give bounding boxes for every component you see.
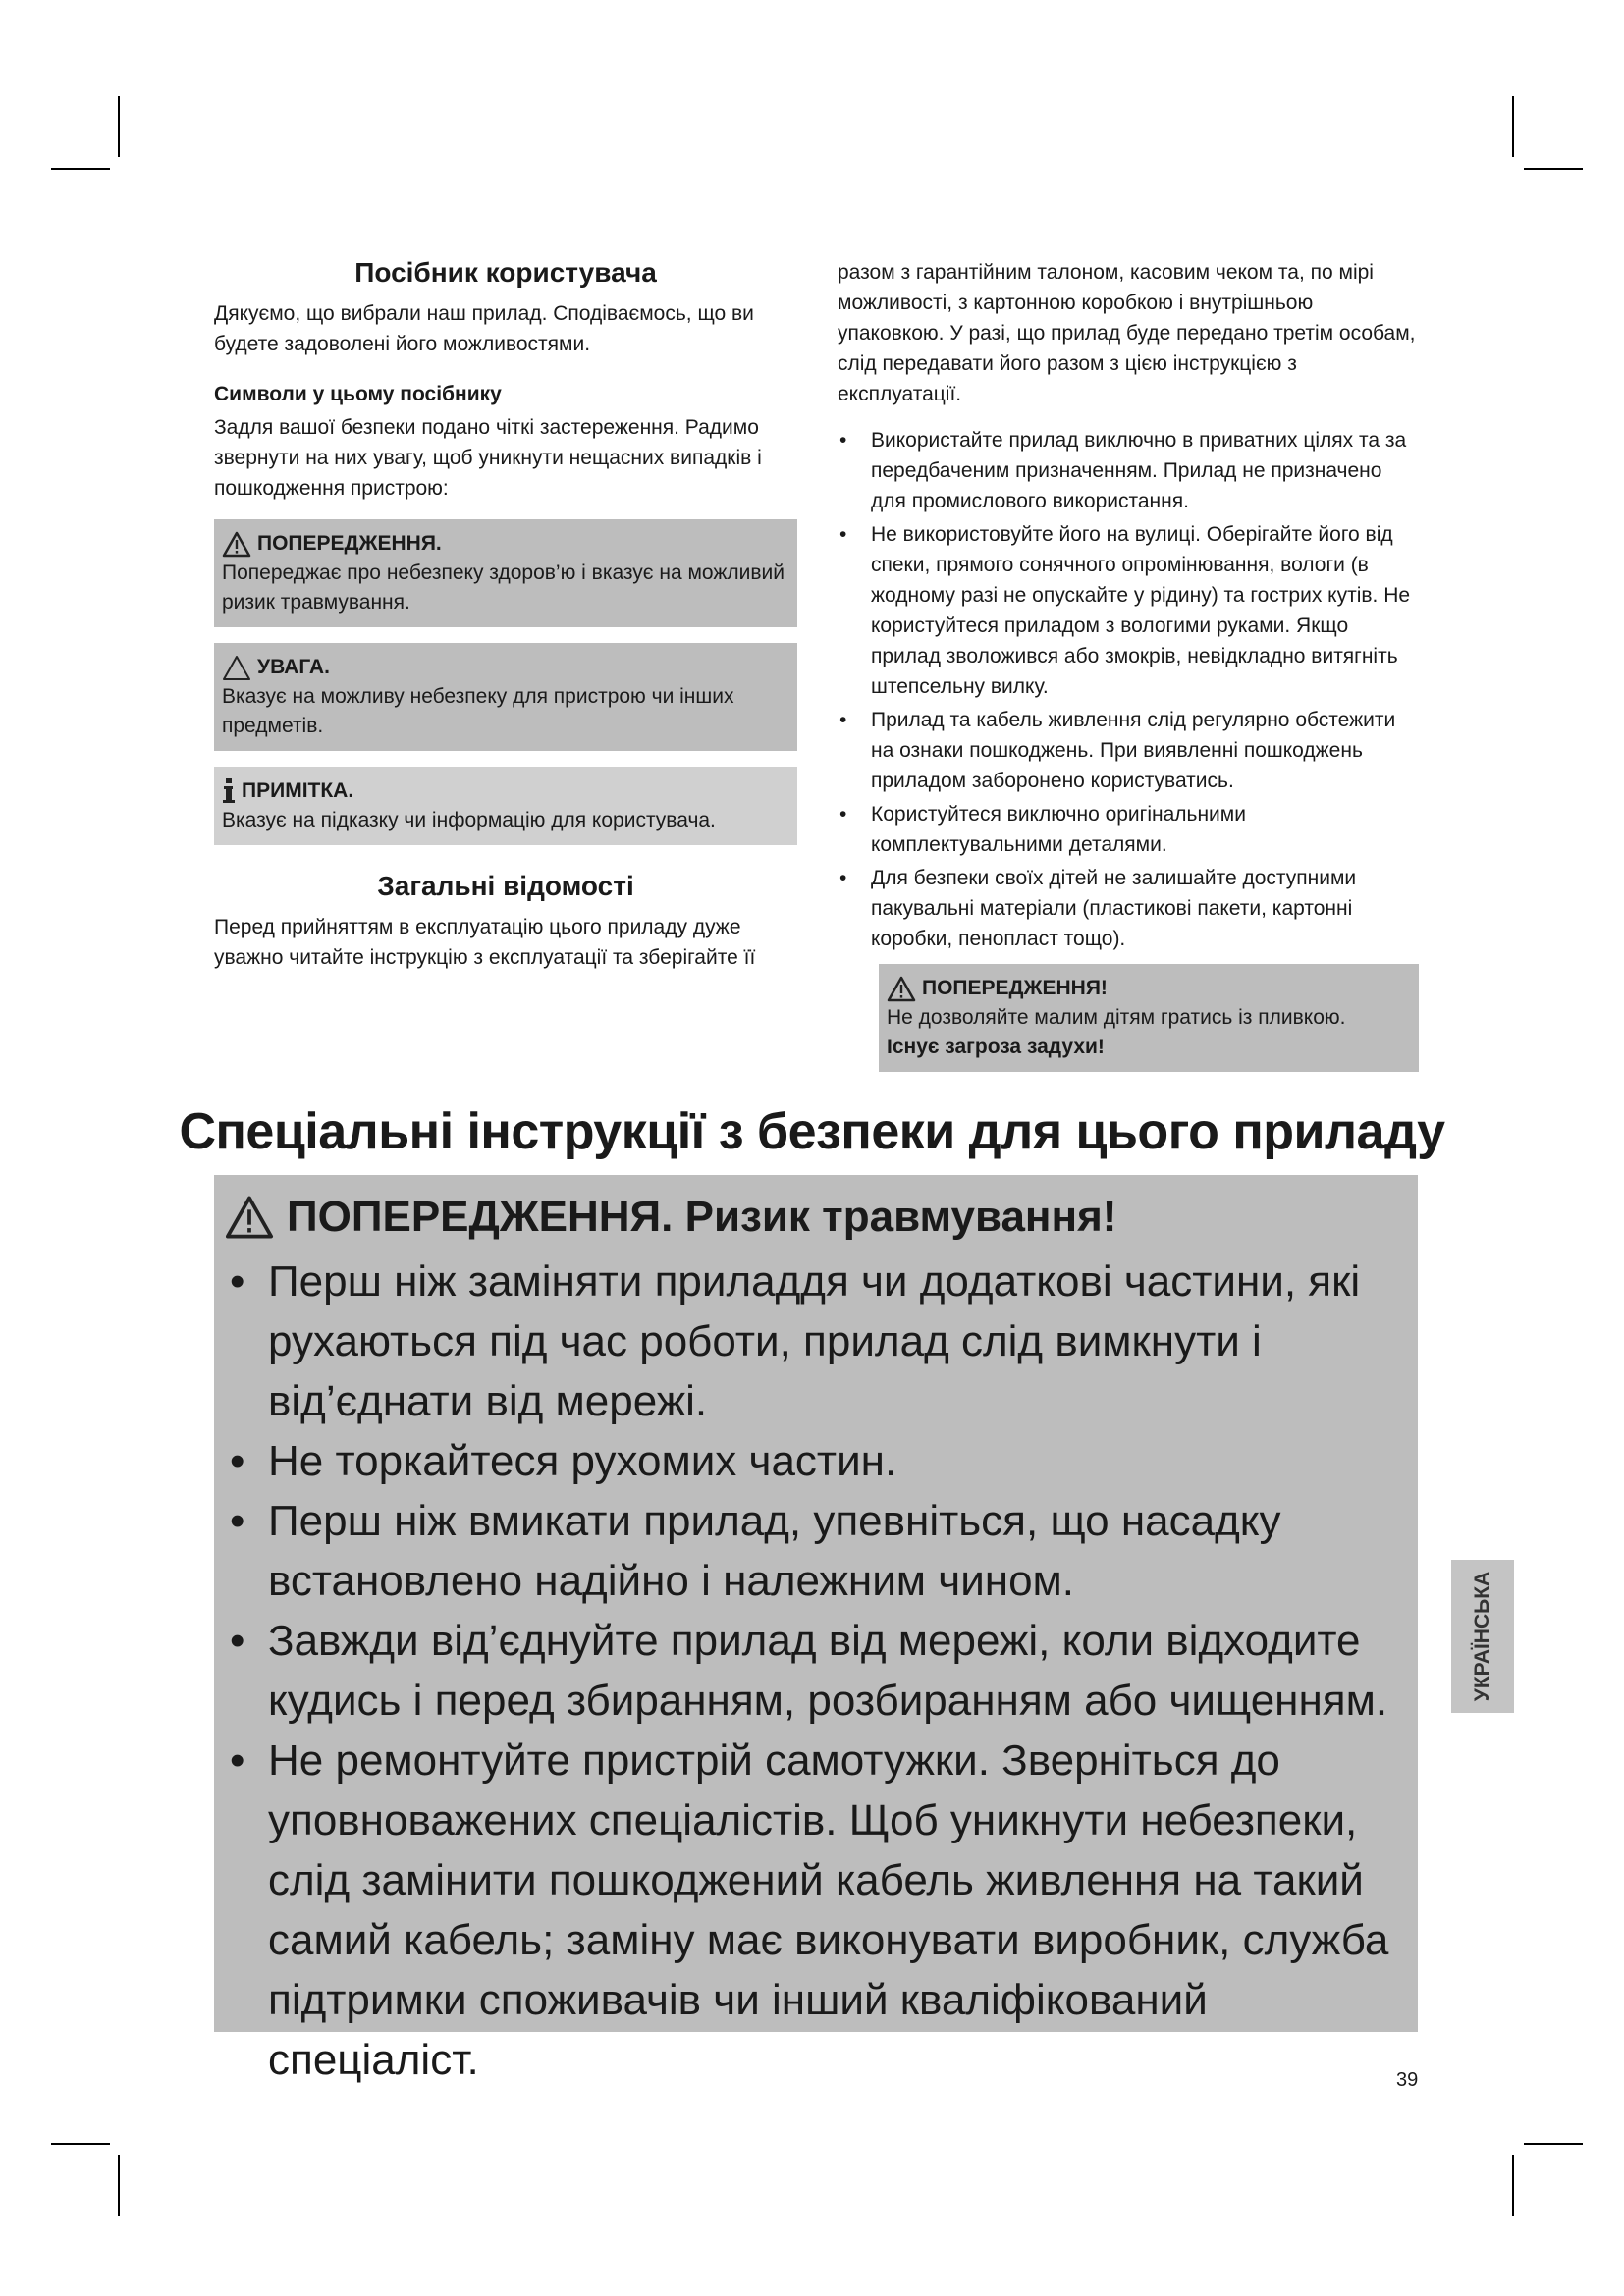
- list-item: • Завжди від’єднуйте прилад від мережі, коли відходите кудись і перед збиранням, розбиранням або чищенням.: [224, 1611, 1400, 1731]
- symbols-heading: Символи у цьому посібнику: [214, 383, 502, 405]
- general-text: Перед прийняттям в експлуатацію цього приладу дуже уважно читайте інструкцію з експлуатації та зберігайте її: [214, 916, 756, 969]
- caution-head: УВАГА.: [257, 656, 330, 678]
- warning-text: Попереджає про небезпеку здоров’ю і вказує на можливий ризик травмування.: [222, 561, 785, 614]
- left-column: [214, 257, 797, 973]
- child-warning-box: [879, 964, 1419, 1072]
- crop-mark: [1524, 168, 1583, 170]
- crop-mark: [118, 96, 120, 157]
- continuation-text: разом з гарантійним талоном, касовим чеком та, по мірі можливості, з картонною коробкою і внутрішньою упаковкою. У разі, що прилад буде передано третім особам, слід передавати його разом з цією інструкцією з експлуатації.: [838, 261, 1416, 405]
- general-title: Загальні відомості: [377, 871, 634, 901]
- manual-title: Посібник користувача: [354, 257, 657, 288]
- page-number: 39: [1396, 2069, 1419, 2091]
- note-text: Вказує на підказку чи інформацію для користувача.: [222, 809, 716, 831]
- special-list: [224, 1252, 1400, 2090]
- warning-triangle-icon: [224, 1195, 275, 1240]
- safety-list: [838, 425, 1419, 954]
- crop-mark: [1512, 2155, 1514, 2216]
- intro-text: Дякуємо, що вибрали наш прилад. Сподіваємось, що ви будете задоволені його можливостями.: [214, 302, 754, 355]
- list-item: • Користуйтеся виключно оригінальними комплектувальними деталями.: [838, 799, 1419, 860]
- child-warning-text: Не дозволяйте малим дітям гратись із пливкою.: [887, 1006, 1346, 1029]
- warning-triangle-icon: [222, 531, 251, 558]
- crop-mark: [51, 168, 110, 170]
- info-icon: [222, 778, 236, 804]
- note-box: [214, 767, 797, 845]
- caution-triangle-icon: [222, 655, 251, 681]
- special-heading: Спеціальні інструкції з безпеки для цього приладу: [179, 1103, 1445, 1160]
- child-warning-bold: Існує загроза задухи!: [887, 1036, 1105, 1058]
- language-tab-label: УКРАЇНСЬКА: [1471, 1571, 1493, 1702]
- list-item: • Перш ніж заміняти приладдя чи додаткові частини, які рухаються під час роботи, прилад слід вимкнути і від’єднати від мережі.: [224, 1252, 1400, 1431]
- crop-mark: [1512, 96, 1514, 157]
- symbols-text: Задля вашої безпеки подано чіткі застереження. Радимо звернути на них увагу, щоб уникнути нещасних випадків і пошкодження пристрою:: [214, 416, 762, 500]
- caution-box: [214, 643, 797, 751]
- list-item: • Перш ніж вмикати прилад, упевніться, що насадку встановлено надійно і належним чином.: [224, 1491, 1400, 1611]
- crop-mark: [118, 2155, 120, 2216]
- list-item: • Не використовуйте його на вулиці. Оберігайте його від спеки, прямого сонячного опромінювання, вологи (в жодному разі не опускайте у рідину) та гострих кутів. Не користуйтеся приладом з вологими руками. Якщо прилад зволожився або змокрів, невідкладно витягніть штепсельну вилку.: [838, 519, 1419, 702]
- child-warning-head: ПОПЕРЕДЖЕННЯ!: [922, 977, 1108, 999]
- language-tab: [1451, 1560, 1514, 1713]
- caution-text: Вказує на можливу небезпеку для пристрою чи інших предметів.: [222, 685, 734, 737]
- warning-head: ПОПЕРЕДЖЕННЯ.: [257, 532, 442, 555]
- list-item: • Прилад та кабель живлення слід регулярно обстежити на ознаки пошкоджень. При виявленні пошкоджень приладом заборонено користуватись.: [838, 705, 1419, 796]
- crop-mark: [51, 2143, 110, 2145]
- list-item: • Не ремонтуйте пристрій самотужки. Зверніться до уповноважених спеціалістів. Щоб уникнути небезпеки, слід замінити пошкоджений кабель живлення на такий самий кабель; заміну має виконувати виробник, служба підтримки споживачів чи інший кваліфікований спеціаліст.: [224, 1731, 1400, 2090]
- right-column: [838, 257, 1419, 1072]
- special-warning-head: ПОПЕРЕДЖЕННЯ. Ризик травмування!: [287, 1193, 1117, 1241]
- list-item: • Використайте прилад виключно в приватних цілях та за передбаченим призначенням. Прилад не призначено для промислового використання.: [838, 425, 1419, 516]
- list-item: • Для безпеки своїх дітей не залишайте доступними пакувальні матеріали (пластикові пакети, картонні коробки, пенопласт тощо).: [838, 863, 1419, 954]
- warning-box: [214, 519, 797, 627]
- crop-mark: [1524, 2143, 1583, 2145]
- note-head: ПРИМІТКА.: [242, 779, 354, 802]
- list-item: • Не торкайтеся рухомих частин.: [224, 1431, 1400, 1491]
- warning-triangle-icon: [887, 976, 916, 1002]
